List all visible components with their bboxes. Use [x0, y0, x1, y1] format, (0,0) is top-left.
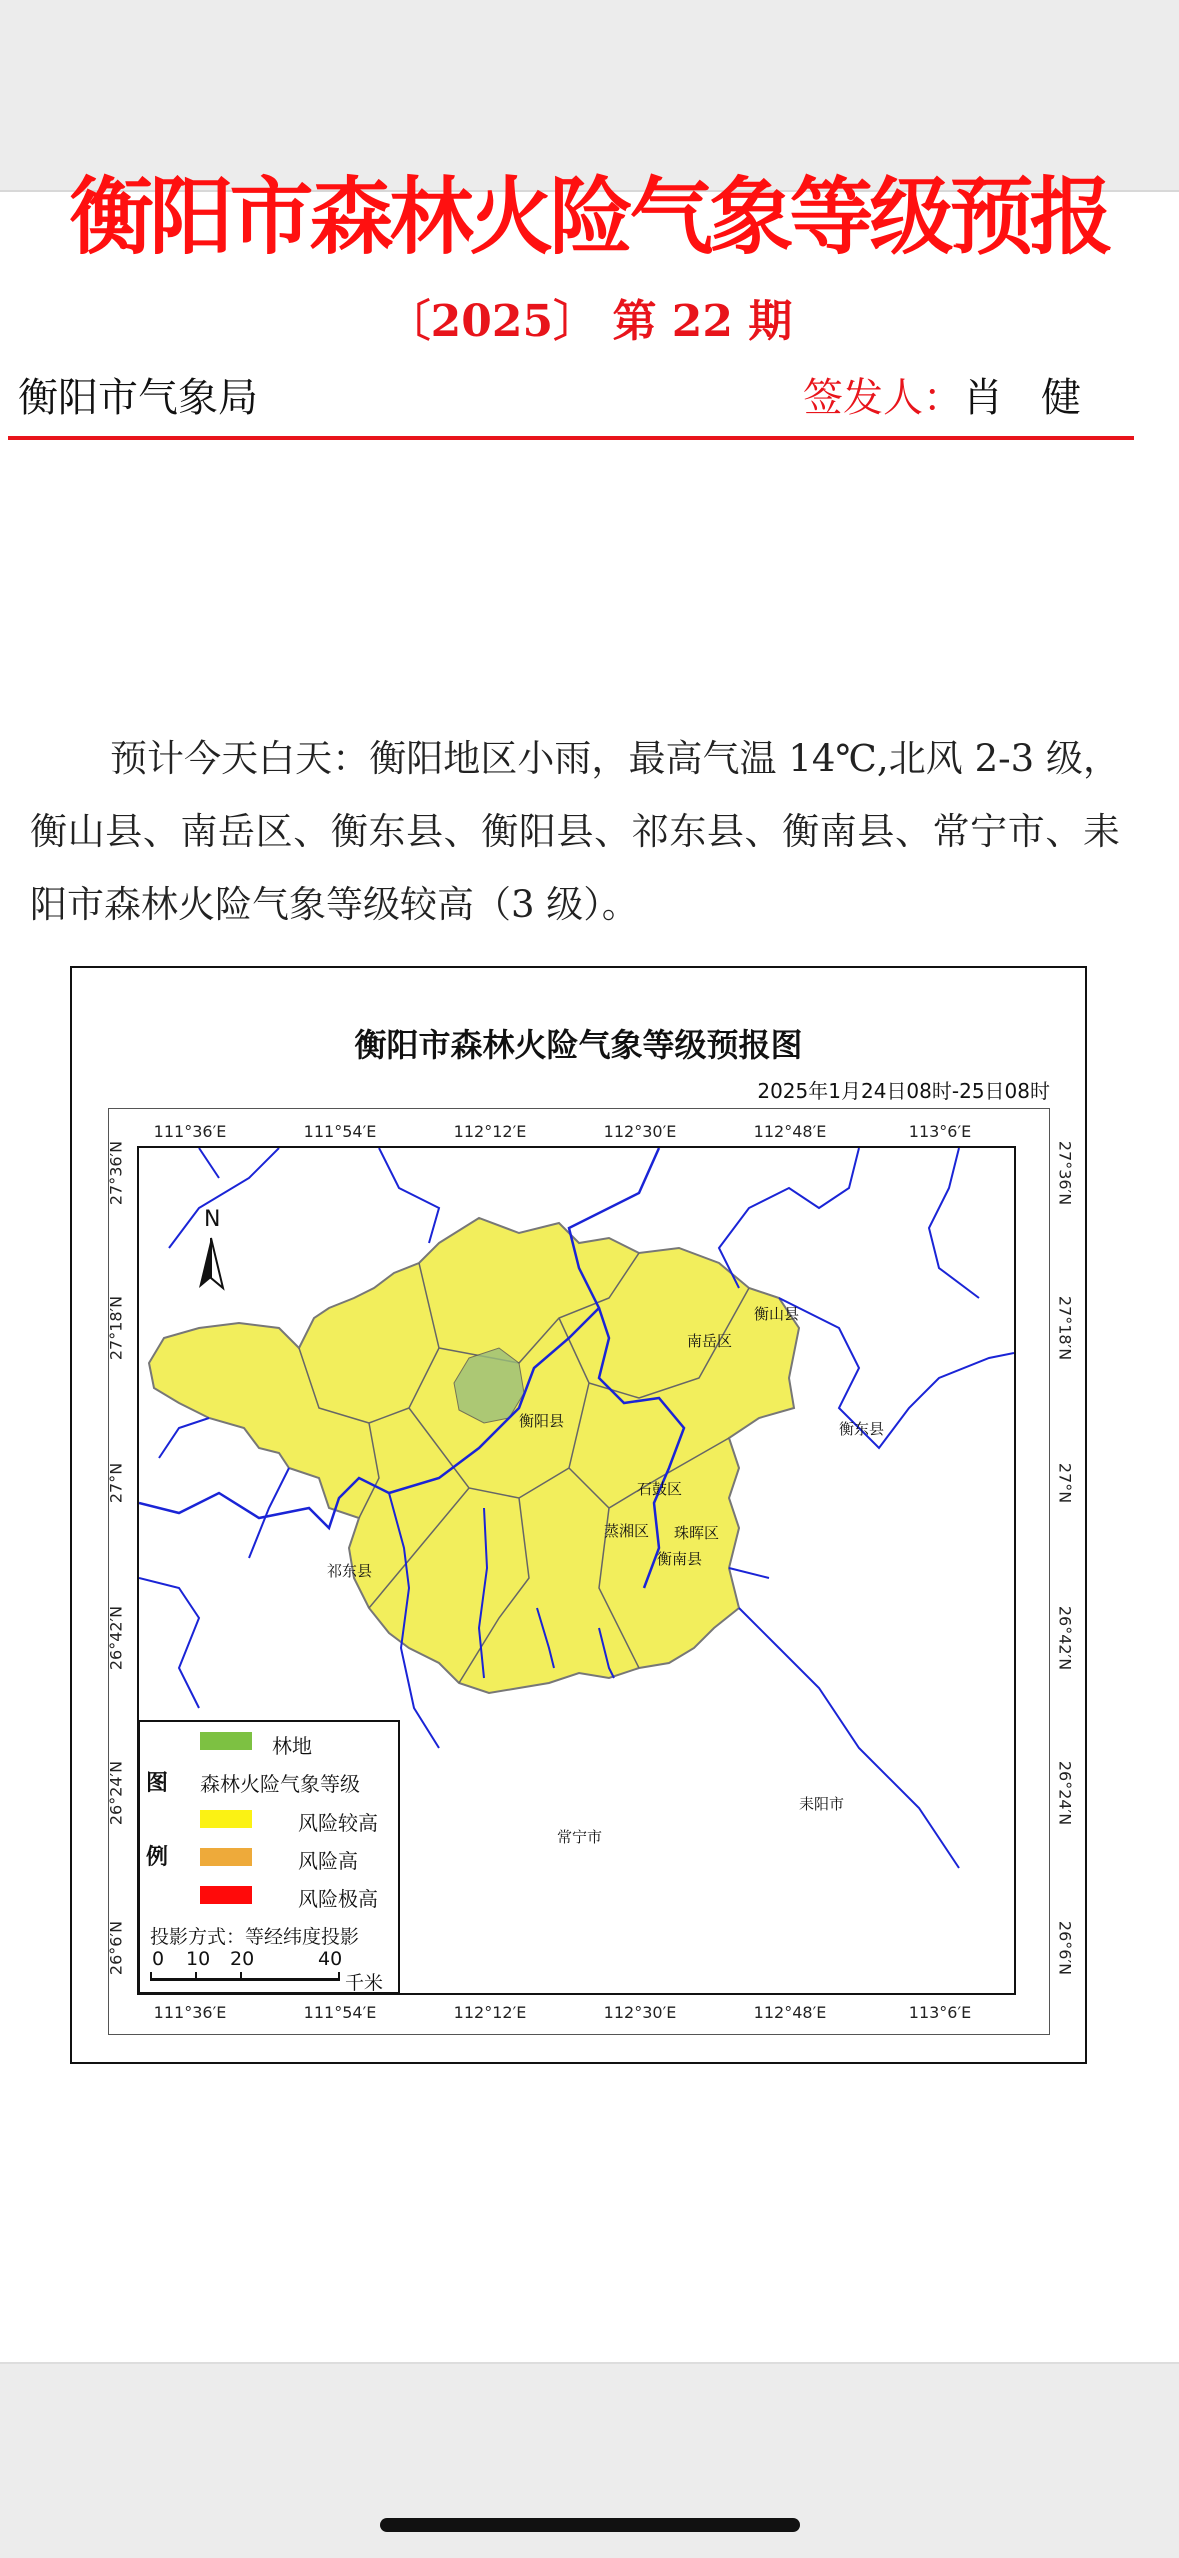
river	[139, 1418, 289, 1708]
legend-title-top: 图	[146, 1771, 169, 1796]
legend-swatch-extreme	[200, 1886, 252, 1904]
lat-label-left: 26°24′N	[106, 1760, 126, 1826]
scale-bar	[150, 1948, 390, 1994]
lon-label-bottom: 112°48′E	[753, 2003, 827, 2022]
lon-label-top: 112°48′E	[753, 1122, 827, 1141]
scale-line	[150, 1978, 340, 1981]
place-label: 耒阳市	[799, 1795, 845, 1813]
place-label: 衡山县	[754, 1305, 800, 1323]
forecast-map	[70, 966, 1087, 2064]
place-label: 石鼓区	[637, 1480, 683, 1498]
lon-label-bottom: 111°36′E	[153, 2003, 227, 2022]
north-label: N	[204, 1207, 221, 1232]
legend-title-bottom: 例	[146, 1845, 169, 1870]
map-title: 衡阳市森林火险气象等级预报图	[354, 1026, 803, 1064]
lat-label-right: 27°18′N	[1055, 1295, 1075, 1361]
place-label: 南岳区	[687, 1332, 733, 1350]
issue-bracket-open: 〔	[386, 296, 431, 347]
lat-label-right: 26°42′N	[1055, 1605, 1075, 1671]
legend-label-higher: 风险较高	[298, 1811, 378, 1835]
lat-label-left: 27°36′N	[106, 1140, 126, 1206]
scale-tick-label: 0	[152, 1948, 165, 1970]
signer-label: 签发人：	[803, 375, 963, 421]
legend-label-extreme: 风险极高	[298, 1887, 378, 1911]
north-arrow-icon	[199, 1238, 223, 1288]
lon-label-top: 111°54′E	[303, 1122, 377, 1141]
lat-label-left: 26°6′N	[106, 1920, 126, 1976]
viewer-top-bar	[0, 0, 1179, 192]
legend-swatch-high	[200, 1848, 252, 1866]
river	[779, 1298, 1014, 1448]
lon-label-top: 112°12′E	[453, 1122, 527, 1141]
legend-swatch-higher	[200, 1810, 252, 1828]
legend-subtitle: 森林火险气象等级	[200, 1772, 360, 1796]
river	[729, 1568, 959, 1868]
place-label: 蒸湘区	[604, 1522, 650, 1540]
scale-tick	[338, 1972, 340, 1981]
scale-tick	[240, 1972, 242, 1981]
lat-label-right: 27°36′N	[1055, 1140, 1075, 1206]
legend-label-forest: 林地	[272, 1734, 312, 1758]
lat-label-right: 26°24′N	[1055, 1760, 1075, 1826]
place-label: 衡阳县	[519, 1412, 565, 1430]
lon-label-bottom: 112°30′E	[603, 2003, 677, 2022]
lon-label-bottom: 112°12′E	[453, 2003, 527, 2022]
issue-number	[0, 296, 1179, 347]
scale-unit: 千米	[345, 1972, 384, 1994]
forecast-paragraph: 预计今天白天：衡阳地区小雨，最高气温 14℃,北风 2-3 级，衡山县、南岳区、衡东县、衡阳县、祁东县、衡南县、常宁市、耒阳市森林火险气象等级较高（3 级）。	[30, 737, 1120, 926]
lat-label-left: 27°18′N	[106, 1295, 126, 1361]
legend-swatch-forest	[200, 1732, 252, 1750]
lon-label-top: 111°36′E	[153, 1122, 227, 1141]
signer-name: 肖健	[963, 375, 1119, 421]
issuing-agency: 衡阳市气象局	[18, 375, 258, 421]
map-legend	[138, 1720, 400, 1994]
scale-tick-label: 40	[318, 1948, 343, 1970]
issue-year: 2025	[430, 296, 554, 347]
issue-bracket-close: 〕	[553, 296, 598, 347]
place-label: 祁东县	[327, 1562, 373, 1580]
lon-label-top: 113°6′E	[908, 1122, 972, 1141]
document-title: 衡阳市森林火险气象等级预报	[69, 168, 1110, 266]
map-time-range: 2025年1月24日08时-25日08时	[757, 1079, 1050, 1103]
scale-tick	[150, 1972, 152, 1981]
place-label: 衡东县	[839, 1420, 885, 1438]
lat-label-right: 26°6′N	[1055, 1920, 1075, 1976]
scale-tick	[195, 1972, 197, 1981]
home-indicator[interactable]	[380, 2518, 800, 2532]
lat-label-left: 27°N	[106, 1462, 126, 1504]
legend-projection: 投影方式：等经纬度投影	[150, 1926, 360, 1948]
issue-period: 第 22 期	[612, 296, 793, 347]
river	[719, 1148, 859, 1288]
signer	[803, 375, 1119, 421]
lon-label-bottom: 113°6′E	[908, 2003, 972, 2022]
lat-label-left: 26°42′N	[106, 1605, 126, 1671]
header-divider	[8, 436, 1134, 440]
place-label: 常宁市	[557, 1828, 603, 1846]
lon-label-top: 112°30′E	[603, 1122, 677, 1141]
place-label: 衡南县	[657, 1550, 703, 1568]
scale-tick-label: 10	[186, 1948, 211, 1970]
hengyang-region-shape	[149, 1218, 799, 1693]
lat-label-right: 27°N	[1055, 1462, 1075, 1504]
scale-tick-label: 20	[230, 1948, 255, 1970]
place-label: 珠晖区	[674, 1524, 720, 1542]
legend-label-high: 风险高	[298, 1849, 358, 1873]
lon-label-bottom: 111°54′E	[303, 2003, 377, 2022]
